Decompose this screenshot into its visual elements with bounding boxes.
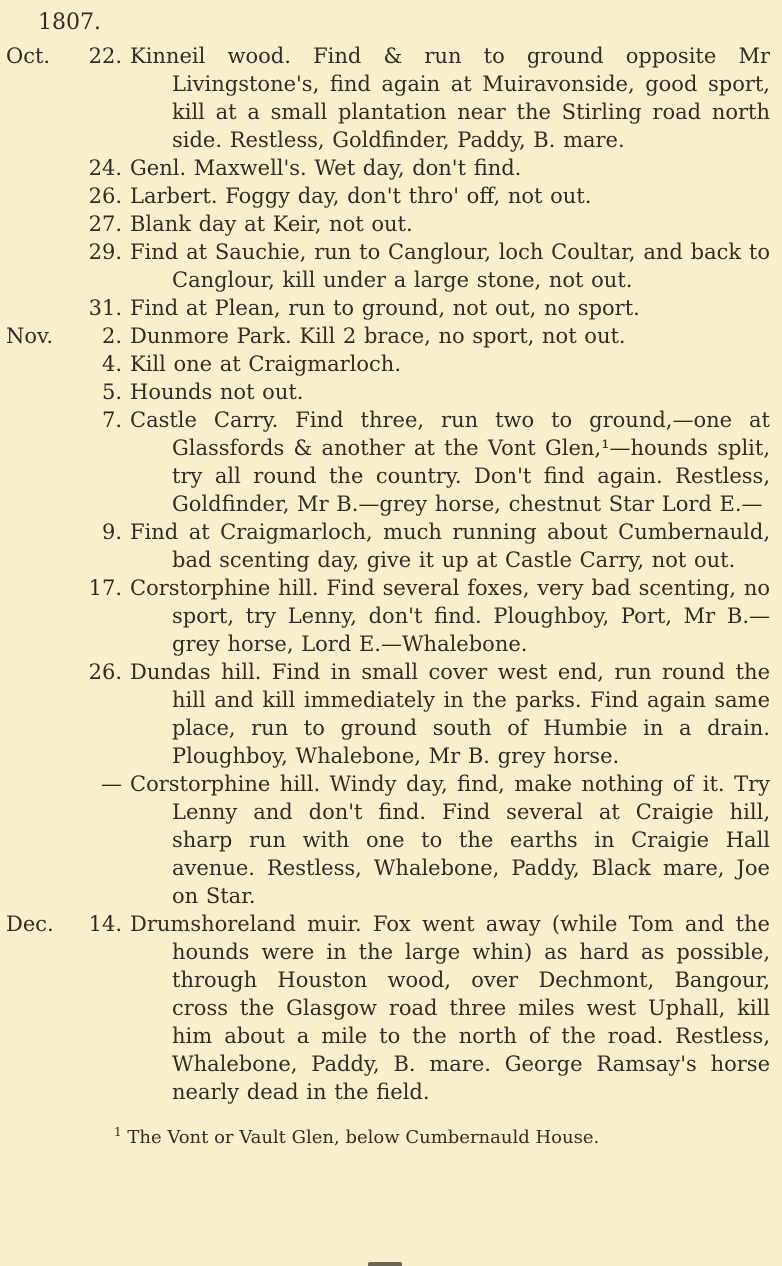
entry-day: 31. [88, 296, 122, 320]
diary-entry [6, 574, 770, 658]
entry-text: Castle Carry. Find three, run two to ground,—one at Glassfords & another at the Vont Glen,¹—hounds split, try all round the country. Don't find again. Restless, Goldfinder, Mr B.—grey horse, chestnut Star Lord E.— [130, 408, 770, 516]
entry-month [6, 210, 62, 238]
entry-text: Drumshoreland muir. Fox went away (while Tom and the hounds were in the large whin) as hard as possible, through Houston wood, over Dechmont, Bangour, cross the Glasgow road three miles west Uphall, kill him about a mile to the north of the road. Restless, Whalebone, Paddy, B. mare. George Ramsay's horse nearly dead in the field. [130, 912, 770, 1104]
entry-day: 5. [101, 380, 122, 404]
entry-text: Kinneil wood. Find & run to ground opposite Mr Livingstone's, find again at Muiravonside, good sport, kill at a small plantation near the Stirling road north side. Restless, Goldfinder, Paddy, B. mare. [130, 44, 770, 152]
footnote-text: The Vont or Vault Glen, below Cumbernauld House. [127, 1127, 600, 1148]
entry-month: Nov. [6, 324, 54, 348]
diary-entry [6, 406, 770, 518]
entry-day: 24. [88, 156, 122, 180]
year-heading: 1807. [38, 10, 101, 35]
entry-month: Dec. [6, 912, 54, 936]
diary-entry [6, 154, 770, 182]
entry-month [6, 518, 62, 574]
entry-month [6, 658, 62, 770]
entry-text: Find at Craigmarloch, much running about Cumbernauld, bad scenting day, give it up at Castle Carry, not out. [130, 520, 770, 572]
entry-day: 26. [88, 184, 122, 208]
entry-text: Hounds not out. [130, 380, 304, 404]
entry-text: Corstorphine hill. Windy day, find, make nothing of it. Try Lenny and don't find. Find several at Craigie hill, sharp run with one to the earths in Craigie Hall avenue. Restless, Whalebone, Paddy, Black mare, Joe on Star. [130, 772, 770, 908]
entry-day: 22. [88, 44, 122, 68]
footnote [114, 1120, 770, 1150]
entry-day: 27. [88, 212, 122, 236]
diary-entry [6, 294, 770, 322]
entry-text: Dundas hill. Find in small cover west end, run round the hill and kill immediately in the parks. Find again same place, run to ground south of Humbie in a drain. Ploughboy, Whalebone, Mr B. grey horse. [130, 660, 770, 768]
entry-month [6, 294, 62, 322]
diary-entry [6, 378, 770, 406]
entry-month [6, 574, 62, 658]
diary-entries [6, 42, 770, 1106]
entry-text: Corstorphine hill. Find several foxes, very bad scenting, no sport, try Lenny, don't find. Ploughboy, Port, Mr B.—grey horse, Lord E.—Whalebone. [130, 576, 770, 656]
diary-entry [6, 210, 770, 238]
entry-text: Larbert. Foggy day, don't thro' off, not out. [130, 184, 592, 208]
cropped-page-number [368, 1262, 402, 1266]
entry-text: Dunmore Park. Kill 2 brace, no sport, not out. [130, 324, 626, 348]
diary-entry [6, 910, 770, 1106]
diary-entry [6, 770, 770, 910]
diary-entry [6, 350, 770, 378]
entry-day: 29. [88, 240, 122, 264]
entry-text: Blank day at Keir, not out. [130, 212, 413, 236]
entry-month [6, 378, 62, 406]
diary-entry [6, 322, 770, 350]
diary-entry [6, 518, 770, 574]
entry-month [6, 350, 62, 378]
diary-entry [6, 182, 770, 210]
entry-month [6, 154, 62, 182]
entry-day: 26. [88, 660, 122, 684]
entry-day: 17. [88, 576, 122, 600]
diary-entry [6, 658, 770, 770]
diary-entry [6, 238, 770, 294]
entry-month: Oct. [6, 44, 51, 68]
entry-day: 2. [101, 324, 122, 348]
entry-month [6, 238, 62, 294]
entry-month [6, 770, 62, 910]
entry-day: 4. [101, 352, 122, 376]
entry-text: Find at Sauchie, run to Canglour, loch Coultar, and back to Canglour, kill under a large stone, not out. [130, 240, 770, 292]
footnote-marker: 1 [114, 1125, 122, 1139]
entry-month [6, 182, 62, 210]
diary-entry [6, 42, 770, 154]
entry-day: 9. [101, 520, 122, 544]
entry-text: Find at Plean, run to ground, not out, no sport. [130, 296, 640, 320]
entry-text: Genl. Maxwell's. Wet day, don't find. [130, 156, 522, 180]
entry-text: Kill one at Craigmarloch. [130, 352, 401, 376]
entry-day: 14. [88, 912, 122, 936]
entry-day: — [101, 772, 122, 796]
entry-month [6, 406, 62, 518]
entry-day: 7. [101, 408, 122, 432]
